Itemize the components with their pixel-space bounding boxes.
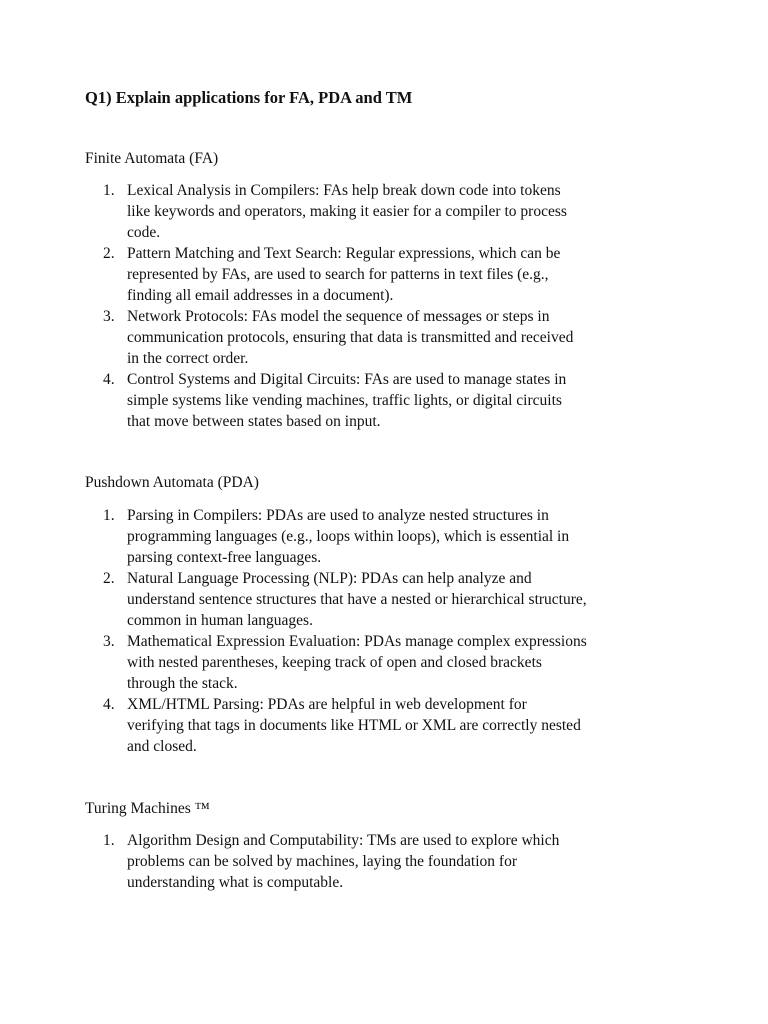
list-item bbox=[0, 505, 627, 568]
list-item-text-line: like keywords and operators, making it easier for a compiler to process bbox=[127, 203, 567, 220]
list-item bbox=[0, 369, 627, 432]
list-item-text-line: XML/HTML Parsing: PDAs are helpful in web development for bbox=[127, 696, 527, 713]
list-item-number: 3. bbox=[103, 633, 115, 650]
list-item-text-line: Lexical Analysis in Compilers: FAs help break down code into tokens bbox=[127, 182, 561, 199]
list-item-text-line: programming languages (e.g., loops within loops), which is essential in bbox=[127, 528, 570, 545]
list-item-text-line: common in human languages. bbox=[127, 612, 313, 629]
list-item-number: 1. bbox=[103, 507, 115, 524]
list-item-text-line: understand sentence structures that have a nested or hierarchical structure, bbox=[127, 591, 587, 608]
list-item-text-line: code. bbox=[127, 224, 161, 241]
list-item-text-line: parsing context-free languages. bbox=[127, 549, 322, 566]
list-item-number: 1. bbox=[103, 182, 115, 199]
list-item bbox=[0, 694, 627, 757]
list-item bbox=[0, 830, 627, 893]
list-item-text-line: Control Systems and Digital Circuits: FAs are used to manage states in bbox=[127, 371, 567, 388]
list-item-text-line: problems can be solved by machines, laying the foundation for bbox=[127, 853, 517, 870]
list-item-text-line: communication protocols, ensuring that data is transmitted and received bbox=[127, 329, 574, 346]
list-item-text-line: finding all email addresses in a document). bbox=[127, 287, 394, 304]
list-item-number: 1. bbox=[103, 832, 115, 849]
section-heading-pda: Pushdown Automata (PDA) bbox=[85, 474, 259, 491]
list-item-text-line: and closed. bbox=[127, 738, 197, 755]
list-item-text-line: in the correct order. bbox=[127, 350, 249, 367]
list-item-text-line: Parsing in Compilers: PDAs are used to analyze nested structures in bbox=[127, 507, 549, 524]
page-title: Q1) Explain applications for FA, PDA and TM bbox=[85, 88, 413, 107]
list-item-text-line: Network Protocols: FAs model the sequence of messages or steps in bbox=[127, 308, 550, 325]
list-item-text-line: with nested parentheses, keeping track of open and closed brackets bbox=[127, 654, 542, 671]
list-item-text-line: that move between states based on input. bbox=[127, 413, 381, 430]
list-item-text-line: represented by FAs, are used to search for patterns in text files (e.g., bbox=[127, 266, 549, 283]
list-item-text-line: Natural Language Processing (NLP): PDAs can help analyze and bbox=[127, 570, 532, 587]
list-item-number: 2. bbox=[103, 245, 115, 262]
list-item-number: 4. bbox=[103, 696, 115, 713]
list-item-text-line: simple systems like vending machines, traffic lights, or digital circuits bbox=[127, 392, 562, 409]
list-item bbox=[0, 180, 627, 243]
list-item-text-line: Mathematical Expression Evaluation: PDAs manage complex expressions bbox=[127, 633, 587, 650]
list-item-text-line: through the stack. bbox=[127, 675, 238, 692]
list-item-text-line: Algorithm Design and Computability: TMs are used to explore which bbox=[127, 832, 560, 849]
list-item bbox=[0, 243, 627, 306]
list-item-number: 3. bbox=[103, 308, 115, 325]
section-heading-tm: Turing Machines ™ bbox=[85, 800, 210, 817]
list-item-text-line: verifying that tags in documents like HTML or XML are correctly nested bbox=[127, 717, 581, 734]
section-heading-fa: Finite Automata (FA) bbox=[85, 150, 219, 167]
list-item bbox=[0, 568, 627, 631]
list-item-text-line: Pattern Matching and Text Search: Regular expressions, which can be bbox=[127, 245, 561, 262]
list-item-number: 2. bbox=[103, 570, 115, 587]
list-item-text-line: understanding what is computable. bbox=[127, 874, 344, 891]
fa-applications-list bbox=[0, 180, 768, 432]
tm-applications-list bbox=[0, 830, 768, 893]
list-item bbox=[0, 306, 627, 369]
list-item bbox=[0, 631, 627, 694]
list-item-number: 4. bbox=[103, 371, 115, 388]
pda-applications-list bbox=[0, 505, 768, 757]
